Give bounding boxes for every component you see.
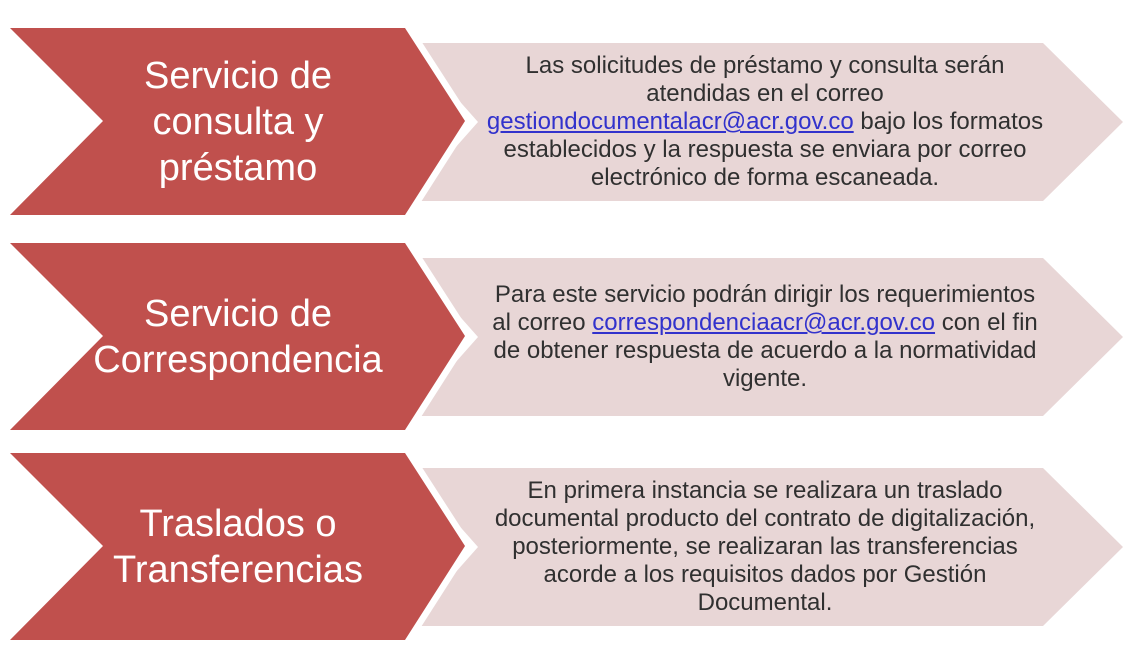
service-description [483, 258, 1047, 416]
email-link[interactable]: correspondenciaacr@acr.gov.co [592, 309, 936, 336]
description-text-pre: Las solicitudes de préstamo y consulta serán atendidas en el correo [525, 52, 1005, 107]
description-text-post: con el fin de obtener respuesta de acuerdo a la normatividad vigente. [493, 309, 1038, 392]
process-row-traslados [0, 453, 1147, 641]
email-link[interactable]: gestiondocumentalacr@acr.gov.co [486, 108, 854, 135]
service-description [483, 468, 1047, 626]
service-title: Servicio de Correspondencia [93, 292, 383, 381]
service-title: Traslados o Transferencias [113, 502, 363, 591]
process-row-consulta [0, 28, 1147, 216]
description-text-pre: Para este servicio podrán dirigir los requerimientos al correo [492, 281, 1036, 336]
service-description [483, 43, 1047, 201]
process-row-correspondencia [0, 243, 1147, 431]
description-text-post: bajo los formatos establecidos y la respuesta se enviara por correo electrónico de forma escaneada. [503, 108, 1044, 191]
description-text: En primera instancia se realizara un traslado documental producto del contrato de digitalización, posteriormente, se realizaran las transferencias acorde a los requisitos dados por Gestión Documental. [494, 477, 1036, 616]
service-title: Servicio de consulta y préstamo [144, 54, 332, 189]
